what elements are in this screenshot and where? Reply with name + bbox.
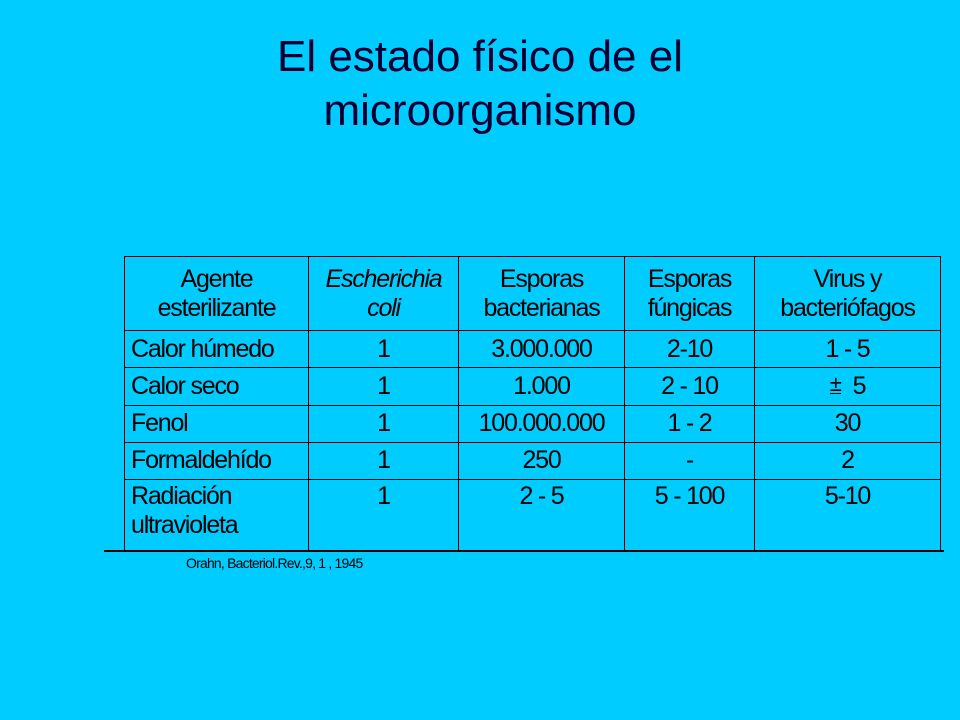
cell-viruses-value: 5 [852, 371, 866, 400]
cell-fungal-spores: - [625, 442, 755, 479]
slide-title [0, 30, 960, 138]
header-agent-line-2: esterilizante [157, 293, 276, 322]
cell-agent-line-2: ultravioleta [131, 510, 238, 539]
header-viruses-line-2: bacteriófagos [780, 293, 915, 322]
cell-fungal-spores: 5 - 100 [625, 479, 755, 551]
cell-bacterial-spores: 250 [459, 442, 625, 479]
slide-title-line-2: microorganismo [323, 86, 637, 135]
citation: Orahn, Bacteriol.Rev.,9, 1 , 1945 [186, 555, 363, 571]
table-header-row [125, 257, 941, 331]
header-fungal-spores-line-2: fúngicas [647, 293, 732, 322]
header-bacterial-spores-line-2: bacterianas [483, 293, 600, 322]
cell-bacterial-spores: 2 - 5 [459, 479, 625, 551]
header-agent [125, 257, 309, 331]
header-agent-line-1: Agente [180, 264, 253, 293]
table-row [125, 405, 941, 442]
cell-ecoli: 1 [309, 368, 459, 405]
cell-viruses: 2 [755, 442, 941, 479]
resistance-table-container [124, 256, 940, 552]
table-row [125, 331, 941, 368]
cell-bacterial-spores: 100.000.000 [459, 405, 625, 442]
cell-fungal-spores: 2-10 [625, 331, 755, 368]
cell-fungal-spores: 1 - 2 [625, 405, 755, 442]
header-ecoli-line-1: Escherichia [325, 264, 442, 293]
header-ecoli [309, 257, 459, 331]
resistance-table [124, 256, 941, 552]
plus-minus-sign: ± [829, 370, 841, 396]
cell-ecoli: 1 [309, 405, 459, 442]
table-row [125, 442, 941, 479]
cell-fungal-spores: 2 - 10 [625, 368, 755, 405]
table-row [125, 479, 941, 551]
cell-agent-line-1: Radiación [131, 481, 232, 510]
cell-ecoli: 1 [309, 442, 459, 479]
cell-viruses: 30 [755, 405, 941, 442]
header-fungal-spores-line-1: Esporas [647, 264, 732, 293]
header-viruses-line-1: Virus y [813, 264, 882, 293]
header-ecoli-line-2: coli [367, 293, 400, 322]
cell-agent [125, 479, 309, 551]
cell-viruses [755, 368, 941, 405]
header-bacterial-spores [459, 257, 625, 331]
table-bottom-rule [104, 550, 944, 552]
cell-bacterial-spores: 3.000.000 [459, 331, 625, 368]
cell-viruses: 1 - 5 [755, 331, 941, 368]
cell-agent: Calor seco [125, 368, 309, 405]
cell-agent: Formaldehído [125, 442, 309, 479]
slide-title-line-1: El estado físico de el [276, 32, 683, 81]
header-fungal-spores [625, 257, 755, 331]
header-viruses [755, 257, 941, 331]
header-bacterial-spores-line-1: Esporas [499, 264, 584, 293]
cell-bacterial-spores: 1.000 [459, 368, 625, 405]
table-row [125, 368, 941, 405]
cell-ecoli: 1 [309, 331, 459, 368]
cell-viruses: 5-10 [755, 479, 941, 551]
cell-ecoli: 1 [309, 479, 459, 551]
cell-agent: Fenol [125, 405, 309, 442]
cell-agent: Calor húmedo [125, 331, 309, 368]
